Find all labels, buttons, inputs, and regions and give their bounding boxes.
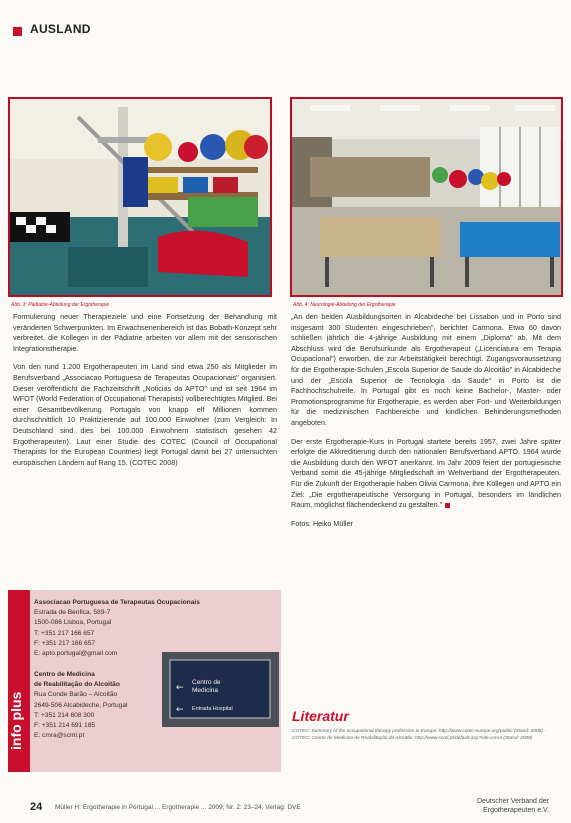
footer-citation: Müller H: Ergotherapie in Portugal ... Ergotherapie ... 2009; Nr. 2: 23–24, Verlag: DVE [55,804,301,811]
email-link[interactable]: E: apto.portugal@gmail.com [34,650,118,658]
paragraph-text: Der erste Ergotherapie-Kurs in Portugal startete bereits 1957, zwei Jahre später erfolgte die Akkreditierung durch den nationalen Berufsverband APTO. 1964 wurde die Ausbildung durch den WFOT anerkannt. Im Jahr 2009 feiert der portugiesische Verband somit die 45-jährige Mitgliedschaft im Weltverband der Ergotherapeuten. Für die Zukunft der Ergotherapie haben Olivia Carmona, ihre Kollegen und APTO ein Ziel: „Die ergotherapeutische Versorgung in Portugal, besonders im ländlichen Raum, möglichst flächendeckend zu gestalten." [291,436,561,510]
fax: F: +351 217 166 657 [34,639,96,647]
paragraph: Von den rund 1.200 Ergotherapeuten im Land sind etwa 250 als Mitglieder im Berufsverband „Associacao Portuguesa de Terapeutas Ocupacionais" organisiert. Dieser veröffentlicht die Fachzeitschrift „Noticias da APTO" und ist seit 1964 im WFOT (World Federation of Occupational Therapists) vollberechtigtes Mitglied. Bei einer Gesamtbevölkerung Portugals von knapp elf Millionen kommen durchschnittlich 10 Praktizierende auf 100.000 Einwohner (zum Vergleich: In Deutschland sind dies bei 100.000 Einwohnern statistisch gesehen 42 Ergotherapeuten). Laut einer Studie des COTEC (Council of Occupational Therapists for the European Countries) liegt Portugal damit bei 27 untersuchten europäischen Ländern auf Rang 15. (COTEC 2008) [13,362,277,467]
info-label: info plus [8,691,24,750]
publisher-brand [477,797,549,815]
org-name: Centro de Medicina [34,671,95,678]
phone: T: +351 217 166 657 [34,629,95,637]
page-number: 24 [30,801,43,813]
brand-line: Deutscher Verband der [477,798,549,805]
left-column [13,312,277,476]
paragraph: Formulierung neuer Therapieziele und eine Fortsetzung der Behandlung mit veränderten Schwerpunkten. Im Erwachsenenbereich ist das Bobath-Konzept sehr verbreitet, die Kollegen in der Pädiatrie arbeiten vor allem mit der sensorischen Integrationstherapie. [13,312,277,353]
arrow-left-icon: ← [176,705,184,715]
org-name: de Reabilitação do Alcoitão [34,681,120,689]
brand-line: Ergotherapeuten e.V. [483,807,549,814]
end-mark-icon [445,503,450,508]
section-title: AUSLAND [30,22,91,36]
right-column [291,312,561,537]
fax: F: +351 214 691 185 [34,722,96,730]
paragraph [291,312,561,429]
photo-credit: Fotos: Heiko Müller [291,518,353,528]
sign-text: Medicina [192,687,219,694]
photo-caption-1: Abb. 3: Pädiatrie-Abteilung der Ergotherapie [11,302,110,308]
address-apto [34,598,200,659]
literature-text: COTEC: Summary of the occupational therapy profession in Europe. http://www.cotec-europe.org/public (Stand: 2008) · COTEC: Centro de Medicina de Reabilitação do Alcoitão. http://www.scml.pt/default.asp?site=cmra (Stand: 2008) [292,729,546,741]
org-name: Associacao Portuguesa de Terapeutas Ocupacionais [34,599,200,606]
literature-heading: Literatur [292,708,349,724]
paragraph-text: „An den beiden Ausbildungsorten in Alcabideche bei Lissabon und in Porto sind insgesamt 300 Studenten eingeschrieben", berichtet Carmona. Etwa 60 davon schließen jährlich die 4-jährige Ausbildung mit einem „Diploma" ab. Mit dem Abschluss wird die Berufsurkunde als Ergotherapeut („Licenciatura em Terapia Ocupacional") erworben, die zur Arbeitstätigkeit berechtigt. Zugangsvoraussetzung für die Ergotherapie-Schulen „Escola Superior de Saude do Alcoitão" in Alcabideche und der „Escola Superior de Tecnologia da Saude" in Porto ist die Fachhochschulreife. In Portugal gibt es noch keine Bachelor-, Master- oder Promotionsprogramme für Ergotherapie, es werden aber Fort- und Weiterbildungen für die medizinischen Fachbereiche und kindlichen Behinderungsmethoden angeboten. [291,312,561,427]
photo-pediatrics [8,97,272,297]
email-link[interactable]: E: cmra@scml.pt [34,732,85,740]
sign-text: Entrada Hospital [192,706,233,712]
address-cmra [34,670,127,741]
address-line: 2649-506 Alcabideche, Portugal [34,701,128,709]
signpost-photo [162,652,279,727]
photo-neurology [290,97,563,297]
address-line: 1500-086 Lisboa, Portugal [34,619,112,627]
arrow-left-icon: ← [176,683,184,693]
address-line: Estrada de Benfica, 589-7 [34,609,111,617]
paragraph [291,437,561,511]
section-marker [13,27,22,36]
phone: T: +351 214 608 300 [34,711,95,719]
address-line: Rua Conde Barão – Alcoitão [34,691,118,699]
photo-caption-2: Abb. 4: Neurologie-Abteilung der Ergotherapie [293,302,396,308]
sign-text: Centro de [192,679,221,686]
